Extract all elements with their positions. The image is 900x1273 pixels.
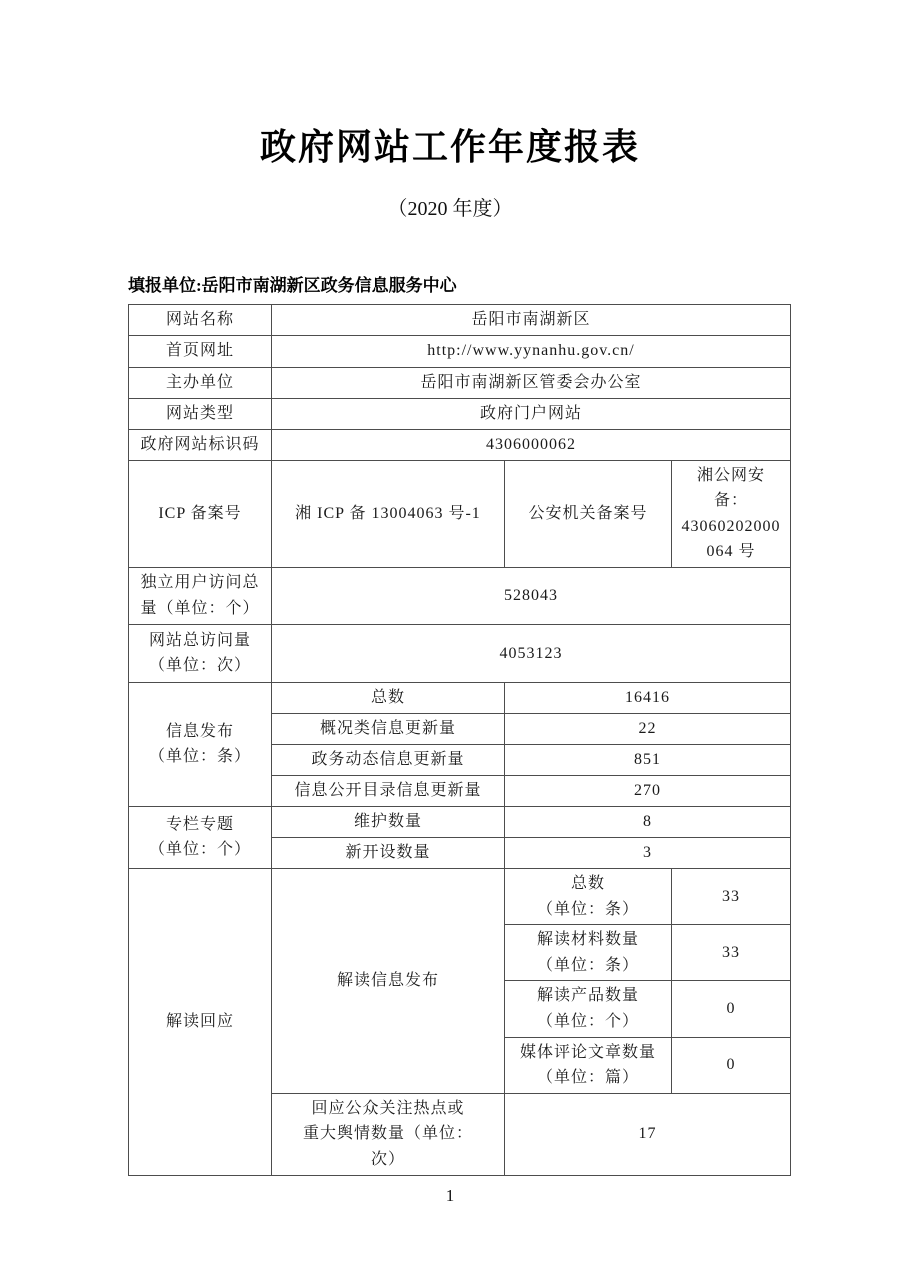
site-type-value-cell: 政府门户网站 [272,398,791,429]
info-publish-item-value-cell: 270 [505,775,791,806]
interpretation-item-label-cell: 媒体评论文章数量 （单位：篇） [505,1037,672,1093]
police-filing-label-cell: 公安机关备案号 [505,460,672,567]
interpretation-item-value-cell: 33 [672,868,791,924]
hotspot-response-label-cell: 回应公众关注热点或 重大舆情数量（单位： 次） [272,1093,505,1175]
info-publish-item-label-cell: 概况类信息更新量 [272,713,505,744]
unique-visitors-label-cell: 独立用户访问总 量（单位：个） [129,567,272,624]
table-row [129,567,791,624]
page-title: 政府网站工作年度报表 [259,127,640,167]
site-name-value-cell: 岳阳市南湖新区 [272,305,791,336]
table-row [129,335,791,367]
icp-number-label-cell: ICP 备案号 [129,460,272,567]
site-id-code-label-cell: 政府网站标识码 [129,429,272,460]
table-row [129,682,791,713]
organizer-value-cell: 岳阳市南湖新区管委会办公室 [272,367,791,398]
info-publish-item-value-cell: 851 [505,744,791,775]
info-publish-item-value-cell: 16416 [505,682,791,713]
table-row [129,305,791,336]
interpretation-item-value-cell: 33 [672,925,791,981]
annual-report-table [128,304,791,1176]
interpretation-publish-cell: 解读信息发布 [272,868,505,1093]
table-row [129,868,791,924]
organizer-label-cell: 主办单位 [129,367,272,398]
info-publish-item-label-cell: 政务动态信息更新量 [272,744,505,775]
table-row [129,398,791,429]
page-number: 1 [445,1186,455,1205]
site-id-code-value-cell: 4306000062 [272,429,791,460]
homepage-url-value-cell: http://www.yynanhu.gov.cn/ [272,335,791,367]
total-visits-label-cell: 网站总访问量 （单位：次） [129,624,272,682]
interpretation-item-label-cell: 解读材料数量 （单位：条） [505,925,672,981]
info-publish-group-cell: 信息发布 （单位：条） [129,682,272,806]
special-columns-item-label-cell: 新开设数量 [272,837,505,868]
special-columns-group-cell: 专栏专题 （单位：个） [129,806,272,868]
police-filing-value-cell: 湘公网安 备： 43060202000 064 号 [672,460,791,567]
site-name-label-cell: 网站名称 [129,305,272,336]
unique-visitors-value-cell: 528043 [272,567,791,624]
table-row [129,367,791,398]
table-row [129,624,791,682]
special-columns-item-label-cell: 维护数量 [272,806,505,837]
interpretation-item-value-cell: 0 [672,981,791,1037]
homepage-url-label-cell: 首页网址 [129,335,272,367]
reporting-unit-line: 填报单位:岳阳市南湖新区政务信息服务中心 [128,276,457,295]
interpretation-item-label-cell: 总数 （单位：条） [505,868,672,924]
info-publish-item-label-cell: 总数 [272,682,505,713]
interpretation-item-value-cell: 0 [672,1037,791,1093]
table-row [129,460,791,567]
info-publish-item-label-cell: 信息公开目录信息更新量 [272,775,505,806]
site-type-label-cell: 网站类型 [129,398,272,429]
interpretation-response-group-cell: 解读回应 [129,868,272,1175]
special-columns-item-value-cell: 8 [505,806,791,837]
icp-number-value-cell: 湘 ICP 备 13004063 号-1 [272,460,505,567]
special-columns-item-value-cell: 3 [505,837,791,868]
interpretation-item-label-cell: 解读产品数量 （单位：个） [505,981,672,1037]
hotspot-response-value-cell: 17 [505,1093,791,1175]
report-year-subtitle: （2020 年度） [387,198,513,220]
info-publish-item-value-cell: 22 [505,713,791,744]
total-visits-value-cell: 4053123 [272,624,791,682]
table-row [129,429,791,460]
table-row [129,806,791,837]
